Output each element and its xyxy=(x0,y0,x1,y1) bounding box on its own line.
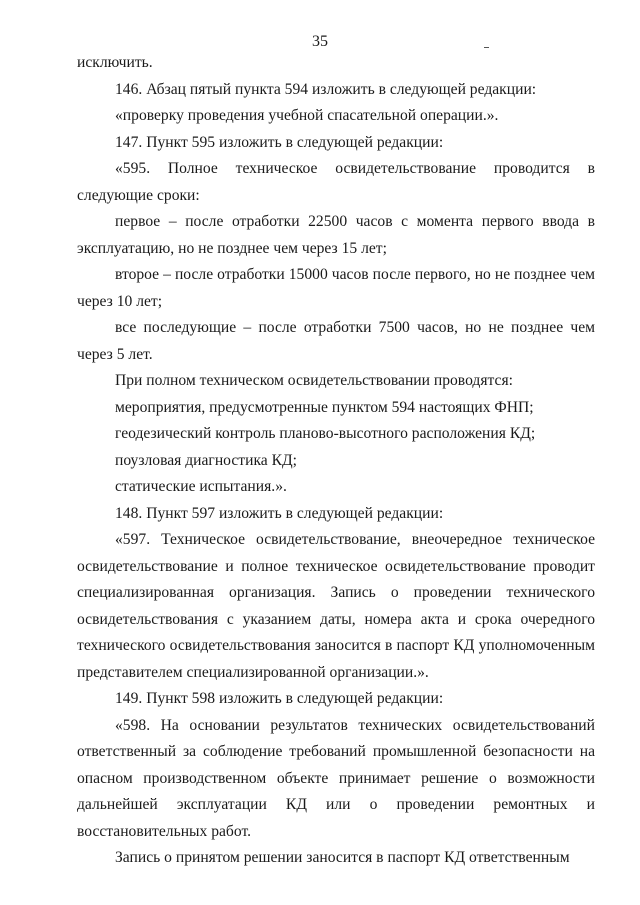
paragraph-quote-594: «проверку проведения учебной спасательной операции.». xyxy=(115,107,499,124)
scan-mark xyxy=(484,47,489,48)
paragraph-quote-598: «598. На основании результатов технических освидетельствований ответственный за соблюдение требований промышленной безопасности на опасном производственном объекте принимает решение о возможности дальнейшей эксплуатации КД или о проведении ремонтных и восстановительных работ. xyxy=(77,716,595,840)
paragraph-item-148: 148. Пункт 597 изложить в следующей редакции: xyxy=(115,504,444,522)
paragraph-second-term: второе – после отработки 15000 часов после первого, но не позднее чем через 10 лет; xyxy=(77,266,595,310)
paragraph-item-147: 147. Пункт 595 изложить в следующей редакции: xyxy=(115,133,444,151)
paragraph-first-term: первое – после отработки 22500 часов с момента первого ввода в эксплуатацию, но не позднее чем через 15 лет; xyxy=(77,213,595,257)
paragraph-full-inspection-intro: При полном техническом освидетельствовании проводятся: xyxy=(115,372,513,389)
paragraph-measures: мероприятия, предусмотренные пунктом 594 настоящих ФНП; xyxy=(115,398,534,416)
paragraph-record-decision: Запись о принятом решении заносится в паспорт КД ответственным xyxy=(115,849,570,866)
paragraph-geodetic-control: геодезический контроль планово-высотного расположения КД; xyxy=(115,425,536,442)
paragraph-quote-595: «595. Полное техническое освидетельствование проводится в следующие сроки: xyxy=(77,160,595,204)
paragraph-subsequent-terms: все последующие – после отработки 7500 часов, но не позднее чем через 5 лет. xyxy=(77,319,595,363)
page-number: 35 xyxy=(312,33,328,50)
paragraph-item-149: 149. Пункт 598 изложить в следующей редакции: xyxy=(115,690,444,707)
paragraph-continuation: исключить. xyxy=(77,54,153,71)
paragraph-static-tests: статические испытания.». xyxy=(115,478,287,495)
paragraph-quote-597: «597. Техническое освидетельствование, внеочередное техническое освидетельствование и полное техническое освидетельствование проводит специализированная организация. Запись о проведении технического освидетельствования с указанием даты, номера акта и срока очередного технического освидетельствования заносится в паспорт КД уполномоченным представителем специализированной организации.». xyxy=(77,531,595,681)
document-body xyxy=(77,50,595,872)
paragraph-nodal-diagnostics: поузловая диагностика КД; xyxy=(115,451,297,469)
paragraph-item-146: 146. Абзац пятый пункта 594 изложить в следующей редакции: xyxy=(115,80,537,98)
